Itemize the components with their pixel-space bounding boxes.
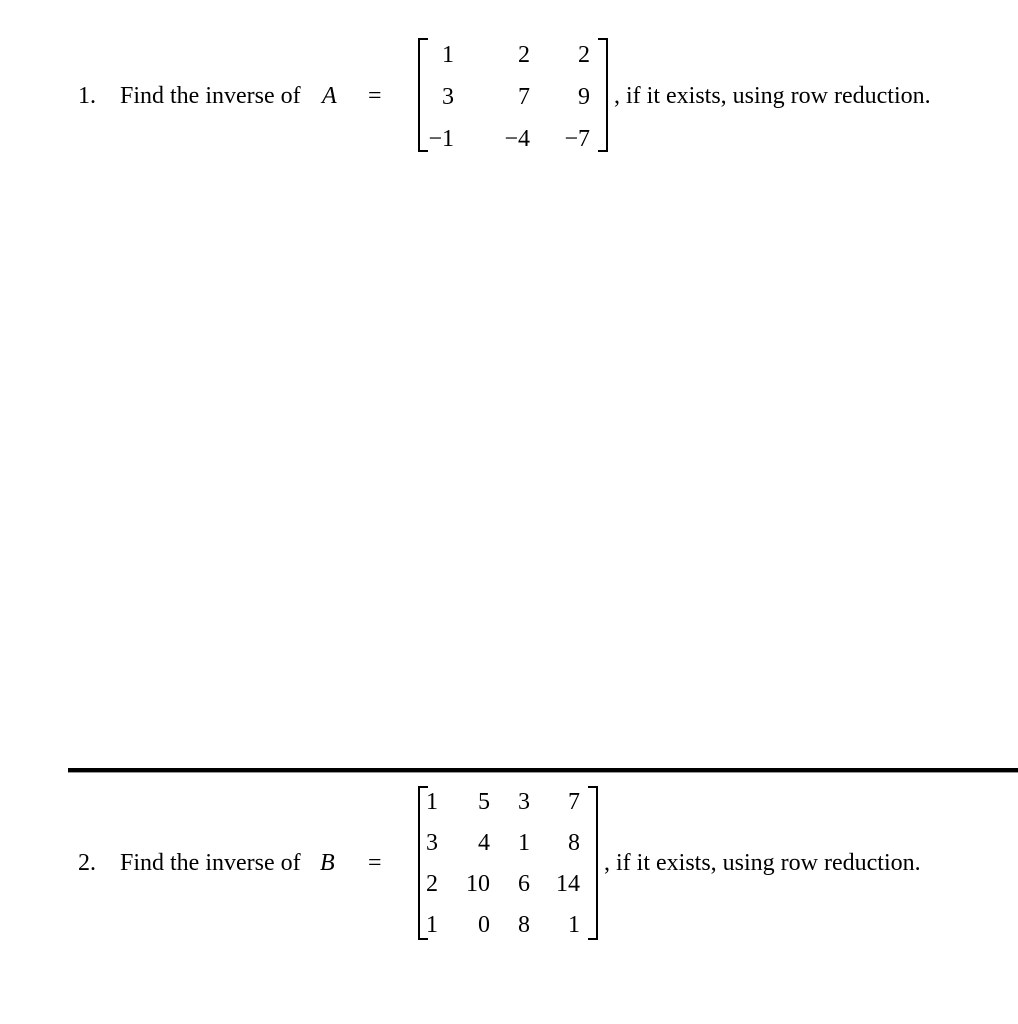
question-prompt: Find the inverse of <box>120 83 301 109</box>
equals-sign: = <box>368 83 382 109</box>
matrix-cell: 14 <box>556 871 580 897</box>
matrix-a <box>418 38 608 152</box>
matrix-cell: 2 <box>578 42 590 68</box>
matrix-cell: 5 <box>478 789 490 815</box>
matrix-cell: 2 <box>518 42 530 68</box>
right-bracket <box>588 786 598 940</box>
matrix-cell: 8 <box>518 912 530 938</box>
question-number: 1. <box>78 83 96 109</box>
section-divider <box>68 768 1018 773</box>
matrix-cell: 6 <box>518 871 530 897</box>
matrix-cell: 7 <box>518 84 530 110</box>
question-prompt: Find the inverse of <box>120 850 301 876</box>
matrix-cell: 3 <box>442 84 454 110</box>
matrix-b <box>418 786 598 940</box>
matrix-cell: 1 <box>568 912 580 938</box>
right-bracket <box>598 38 608 152</box>
matrix-cell: −7 <box>564 126 590 152</box>
matrix-cell: 0 <box>478 912 490 938</box>
matrix-cell: 10 <box>466 871 490 897</box>
question-suffix: , if it exists, using row reduction. <box>614 83 931 109</box>
matrix-cell: −1 <box>428 126 454 152</box>
matrix-cell: 4 <box>478 830 490 856</box>
matrix-variable: B <box>320 850 335 876</box>
matrix-cell: 8 <box>568 830 580 856</box>
question-suffix: , if it exists, using row reduction. <box>604 850 921 876</box>
matrix-cell: −4 <box>504 126 530 152</box>
matrix-cell: 1 <box>518 830 530 856</box>
matrix-cell: 1 <box>442 42 454 68</box>
matrix-cell: 7 <box>568 789 580 815</box>
matrix-cell: 1 <box>426 912 438 938</box>
matrix-cell: 3 <box>518 789 530 815</box>
matrix-cell: 1 <box>426 789 438 815</box>
matrix-cell: 3 <box>426 830 438 856</box>
question-number: 2. <box>78 850 96 876</box>
equals-sign: = <box>368 850 382 876</box>
matrix-cell: 9 <box>578 84 590 110</box>
matrix-variable: A <box>322 83 337 109</box>
matrix-cell: 2 <box>426 871 438 897</box>
